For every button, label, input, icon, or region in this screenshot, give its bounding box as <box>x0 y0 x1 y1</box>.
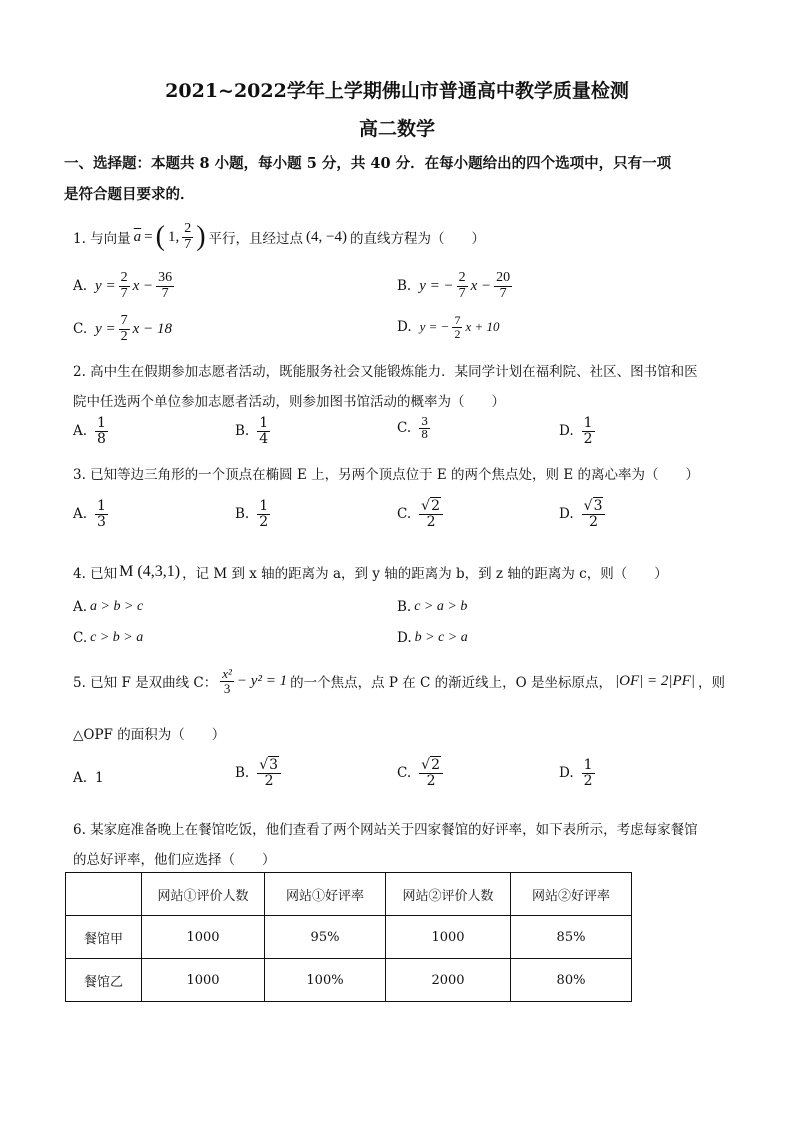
frac-num: √3 <box>582 499 606 515</box>
q5-option-c <box>397 758 443 788</box>
q5-eq: − y² = 1 <box>236 672 288 689</box>
q4-option-b <box>397 599 467 615</box>
rating-table <box>65 872 632 1002</box>
table-header-cell: 网站②好评率 <box>511 873 632 916</box>
q3-option-a <box>73 499 108 529</box>
option-label: B. <box>235 506 250 523</box>
q1-a-frac2 <box>156 271 174 301</box>
q1-fraction <box>182 222 193 252</box>
option-text: a > b > c <box>90 599 144 614</box>
q4-suffix: ，记 M 到 x 轴的距离为 a，到 y 轴的距离为 b，到 z 轴的距离为 c，则（ ） <box>182 566 668 582</box>
frac-num: √2 <box>419 758 443 774</box>
q4-point: M (4,3,1) <box>119 563 181 580</box>
table-row <box>66 959 632 1002</box>
option-label: C. <box>397 420 412 437</box>
q1-prefix: 1. 与向量 <box>73 231 131 248</box>
frac-den: 8 <box>97 430 106 447</box>
table-cell: 1000 <box>142 916 265 959</box>
frac-num: 1 <box>97 498 106 514</box>
q1-d-mid: x + 10 <box>465 319 500 335</box>
q5-frac-num: x² <box>222 666 232 681</box>
frac-num <box>220 667 234 682</box>
option-label: D. <box>397 630 412 646</box>
q4-option-a <box>73 599 143 615</box>
q3-d-frac <box>582 499 606 529</box>
frac-num: √2 <box>419 499 443 515</box>
q1-d-frac <box>452 314 462 340</box>
frac-den: 2 <box>264 772 274 789</box>
frac-num: √3 <box>257 758 281 774</box>
frac-num: 1 <box>583 757 593 773</box>
option-label: B. <box>235 423 250 440</box>
table-cell: 80% <box>511 959 632 1002</box>
q6-line1: 6. 某家庭准备晚上在餐馆吃饭，他们查看了两个网站关于四家餐馆的好评率，如下表所示，考虑每家餐馆 <box>73 822 698 838</box>
frac-num: 36 <box>158 270 173 285</box>
option-label: C. <box>73 630 88 646</box>
q1-b-frac1 <box>457 271 468 301</box>
q2-line1: 2. 高中生在假期参加志愿者活动，既能服务社会又能锻炼能力．某同学计划在福利院、社区、图书馆和医 <box>73 364 698 380</box>
q1-vec-a: $\overline{a}$ <box>133 228 142 245</box>
option-label: D. <box>559 765 574 782</box>
option-label: B. <box>397 599 412 615</box>
frac-den: 8 <box>421 427 429 441</box>
option-label: C. <box>73 321 88 338</box>
q6-line2: 的总好评率，他们应选择（ ） <box>73 852 276 868</box>
q1-a-mid: x − <box>132 277 154 294</box>
frac-num: 7 <box>120 313 128 328</box>
q2-option-d <box>559 416 595 446</box>
q1-d-lhs: y = − <box>419 319 450 335</box>
q5-line2: △OPF 的面积为（ ） <box>73 727 226 743</box>
table-header-cell: 网站①评价人数 <box>142 873 265 916</box>
q5-option-b <box>235 758 281 788</box>
option-label: B. <box>397 278 412 295</box>
q1-c-formula <box>95 314 172 344</box>
table-cell: 1000 <box>386 916 511 959</box>
option-text: b > c > a <box>414 630 468 645</box>
option-text: c > b > a <box>90 630 144 645</box>
q5-option-a <box>73 770 104 786</box>
sqrt-radicand: 2 <box>431 757 440 773</box>
option-label: A. <box>73 770 88 786</box>
frac-num: 1 <box>97 415 106 431</box>
q1-option-c <box>73 314 172 344</box>
q5-option-d <box>559 758 595 788</box>
frac-den: 2 <box>120 328 128 344</box>
table-cell: 85% <box>511 916 632 959</box>
table-row <box>66 916 632 959</box>
frac-den: 2 <box>583 430 593 447</box>
q1-suffix: 的直线方程为（ ） <box>350 231 485 248</box>
option-text: 1 <box>95 770 104 786</box>
q1-option-a <box>73 271 174 301</box>
frac-num: 7 <box>454 313 461 327</box>
q5-d-frac <box>582 758 595 788</box>
frac-num: 1 <box>259 498 269 514</box>
q2-a-frac <box>95 416 108 446</box>
q3-option-d <box>559 499 605 529</box>
q3-b-frac <box>257 499 270 529</box>
q3-c-frac <box>419 499 443 529</box>
table-header-cell <box>66 873 142 916</box>
q1-b-formula <box>419 271 512 301</box>
frac-den: 2 <box>583 772 593 789</box>
q5-condition: |OF| = 2|PF| <box>615 672 695 689</box>
question-1 <box>73 222 485 252</box>
question-4 <box>73 562 668 582</box>
frac-den: 2 <box>426 772 436 789</box>
table-header-cell: 网站②评价人数 <box>386 873 511 916</box>
q1-one: 1, <box>167 228 180 245</box>
q1-b-mid: x − <box>470 277 492 294</box>
q4-option-d <box>397 630 468 646</box>
question-5 <box>73 667 725 695</box>
q3-option-b <box>235 499 270 529</box>
table-cell: 1000 <box>142 959 265 1002</box>
q3-line: 3. 已知等边三角形的一个顶点在椭圆 E 上，另两个顶点位于 E 的两个焦点处，则 E 的离心率为（ ） <box>73 467 699 483</box>
option-label: A. <box>73 506 88 523</box>
q1-b-lhs: y = − <box>419 277 454 294</box>
q5-suffix: ，则 <box>697 675 725 692</box>
q1-option-b <box>397 271 512 301</box>
table-header-cell: 网站①好评率 <box>265 873 386 916</box>
q2-b-frac <box>257 416 270 446</box>
q2-c-frac <box>419 416 430 440</box>
frac-num: 3 <box>421 415 429 428</box>
q1-a-lhs: y = <box>95 277 116 294</box>
q1-c-mid: x − 18 <box>132 320 172 337</box>
frac-den: 3 <box>223 680 231 696</box>
q1-c-frac <box>119 314 130 344</box>
q5-frac <box>220 667 234 695</box>
q1-mid: 平行，且经过点 <box>208 231 304 248</box>
q1-a-formula <box>95 271 174 301</box>
q4-prefix: 4. 已知 <box>73 566 118 582</box>
frac-den: 2 <box>426 513 436 530</box>
q1-frac-den: 7 <box>184 236 192 252</box>
q1-point: (4, −4) <box>306 228 347 245</box>
q2-line2: 院中任选两个单位参加志愿者活动，则参加图书馆活动的概率为（ ） <box>73 394 505 410</box>
q1-a-frac1 <box>119 271 130 301</box>
q3-option-c <box>397 499 443 529</box>
frac-den: 2 <box>454 326 461 341</box>
sqrt-radicand: 2 <box>431 498 440 514</box>
frac-den: 2 <box>259 513 269 530</box>
q1-vector <box>134 222 206 252</box>
option-label: C. <box>397 506 412 523</box>
frac-num: 20 <box>496 270 511 285</box>
q1-option-d <box>397 314 500 340</box>
option-label: C. <box>397 765 412 782</box>
option-label: A. <box>73 278 88 295</box>
frac-num: 2 <box>120 270 128 285</box>
q2-option-b <box>235 416 270 446</box>
frac-den: 3 <box>97 513 106 530</box>
q5-b-frac <box>257 758 281 788</box>
option-label: D. <box>397 319 412 336</box>
option-label: B. <box>235 765 250 782</box>
q2-option-a <box>73 416 108 446</box>
q5-mid: 的一个焦点，点 P 在 C 的渐近线上，O 是坐标原点， <box>290 675 613 692</box>
q5-hyperbola <box>220 667 287 695</box>
table-header-row <box>66 873 632 916</box>
table-cell: 100% <box>265 959 386 1002</box>
q1-c-lhs: y = <box>95 320 116 337</box>
sqrt-radicand: 3 <box>593 498 603 514</box>
q1-d-formula <box>420 314 500 340</box>
q1-frac-num: 2 <box>184 221 192 236</box>
q1-paren-right: ) <box>196 221 206 253</box>
frac-den: 4 <box>259 430 269 447</box>
q1-eq: = <box>144 228 153 245</box>
q3-a-frac <box>95 499 108 529</box>
sqrt-radicand: 3 <box>269 757 279 773</box>
option-label: A. <box>73 599 88 615</box>
exam-title: 2021~2022学年上学期佛山市普通高中教学质量检测 <box>165 80 629 102</box>
q1-paren-left: ( <box>155 221 165 253</box>
frac-num: 1 <box>583 415 593 431</box>
frac-den: 7 <box>120 285 128 301</box>
q4-option-c <box>73 630 143 646</box>
section-heading-line1: 一、选择题：本题共 8 小题，每小题 5 分，共 40 分．在每小题给出的四个选项中，只有一项 <box>64 155 672 172</box>
option-label: A. <box>73 423 88 440</box>
frac-num: 2 <box>458 270 466 285</box>
option-label: D. <box>559 506 574 523</box>
q1-b-frac2 <box>494 271 512 301</box>
table-cell: 餐馆甲 <box>66 916 142 959</box>
option-label: D. <box>559 423 574 440</box>
table-cell: 餐馆乙 <box>66 959 142 1002</box>
q5-c-frac <box>419 758 443 788</box>
exam-subtitle: 高二数学 <box>358 118 435 140</box>
frac-den: 7 <box>499 285 507 301</box>
table-cell: 95% <box>265 916 386 959</box>
option-text: c > a > b <box>414 599 468 614</box>
q5-prefix: 5. 已知 F 是双曲线 C： <box>73 675 218 692</box>
frac-den: 7 <box>458 285 466 301</box>
q2-d-frac <box>582 416 595 446</box>
frac-den: 7 <box>161 285 169 301</box>
q2-option-c <box>397 416 430 440</box>
frac-den: 2 <box>589 513 599 530</box>
table-cell: 2000 <box>386 959 511 1002</box>
frac-num: 1 <box>259 415 269 431</box>
section-heading-line2: 是符合题目要求的． <box>64 186 195 203</box>
